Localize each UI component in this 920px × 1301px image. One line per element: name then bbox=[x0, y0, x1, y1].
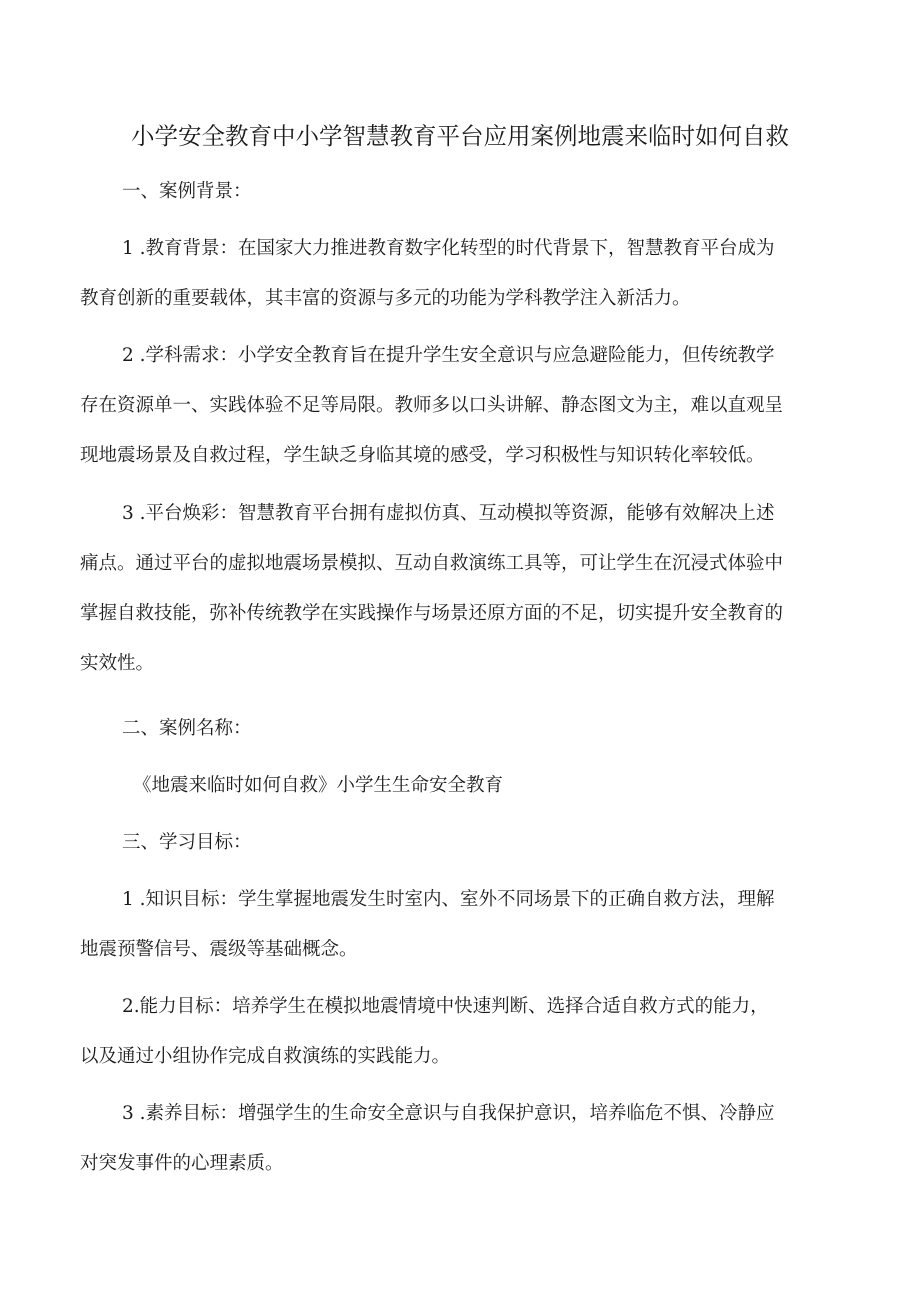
case-name-text: 《地震来临时如何自救》小学生生命安全教育 bbox=[133, 775, 504, 796]
paragraph-line: 以及通过小组协作完成自救演练的实践能力。 bbox=[80, 1046, 451, 1067]
section-heading-background: 一、案例背景： bbox=[122, 181, 252, 202]
paragraph-line: 1 .知识目标：学生掌握地震发生时室内、室外不同场景下的正确自救方法，理解 bbox=[122, 889, 775, 910]
section-heading-goals: 三、学习目标： bbox=[122, 832, 252, 853]
paragraph-line: 3 .平台焕彩：智慧教育平台拥有虚拟仿真、互动模拟等资源，能够有效解决上述 bbox=[122, 503, 775, 524]
paragraph-line: 3 .素养目标：增强学生的生命安全意识与自我保护意识，培养临危不惧、冷静应 bbox=[122, 1103, 775, 1124]
section-heading-case-name: 二、案例名称： bbox=[122, 718, 252, 739]
paragraph-line: 教育创新的重要载体，其丰富的资源与多元的功能为学科教学注入新活力。 bbox=[80, 288, 691, 309]
paragraph-line: 2 .学科需求：小学安全教育旨在提升学生安全意识与应急避险能力，但传统教学 bbox=[122, 345, 775, 366]
paragraph-line: 存在资源单一、实践体验不足等局限。教师多以口头讲解、静态图文为主，难以直观呈 bbox=[80, 395, 784, 416]
paragraph-line: 1 .教育背景：在国家大力推进教育数字化转型的时代背景下，智慧教育平台成为 bbox=[122, 238, 775, 259]
paragraph-line: 实效性。 bbox=[80, 653, 155, 674]
paragraph-line: 痛点。通过平台的虚拟地震场景模拟、互动自救演练工具等，可让学生在沉浸式体验中 bbox=[80, 553, 784, 574]
paragraph-line: 对突发事件的心理素质。 bbox=[80, 1153, 284, 1174]
paragraph-line: 地震预警信号、震级等基础概念。 bbox=[80, 939, 358, 960]
paragraph-line: 掌握自救技能，弥补传统教学在实践操作与场景还原方面的不足，切实提升安全教育的 bbox=[80, 603, 784, 624]
document-title: 小学安全教育中小学智慧教育平台应用案例地震来临时如何自救 bbox=[131, 122, 789, 150]
paragraph-line: 现地震场景及自救过程，学生缺乏身临其境的感受，学习积极性与知识转化率较低。 bbox=[80, 445, 765, 466]
paragraph-line: 2.能力目标：培养学生在模拟地震情境中快速判断、选择合适自救方式的能力， bbox=[122, 996, 769, 1017]
